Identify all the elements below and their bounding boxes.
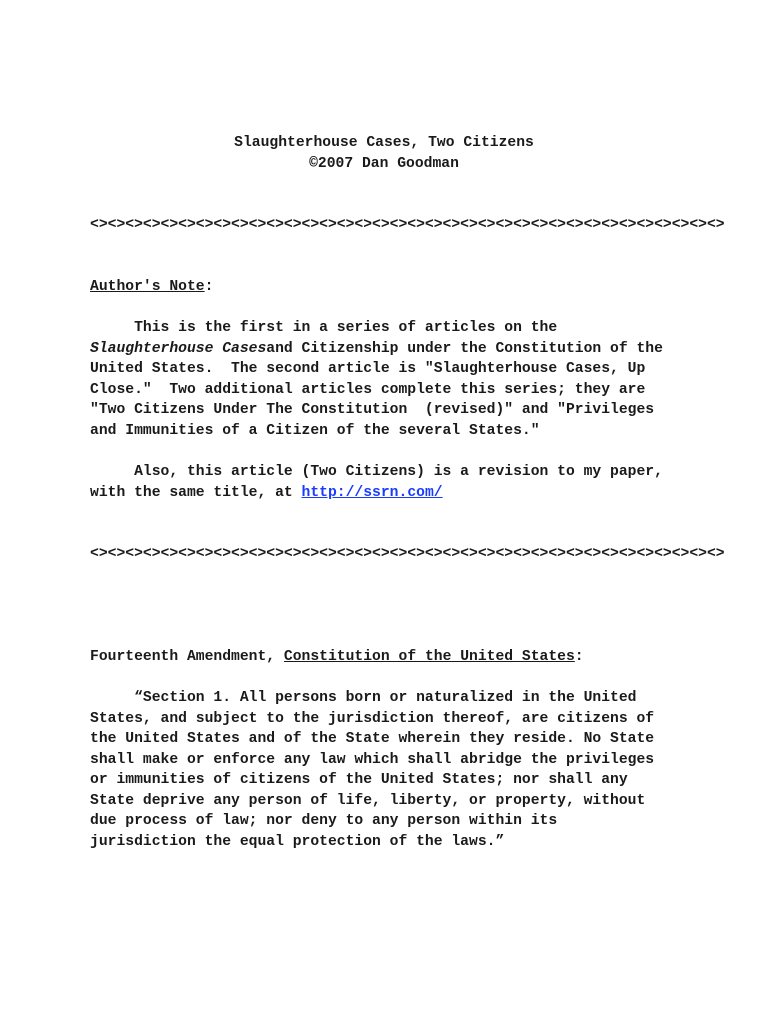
amendment-text-line: due process of law; nor deny to any person within its: [90, 813, 558, 829]
authors-note-label: Author's Note: [90, 279, 205, 295]
paragraph-line: Close." Two additional articles complete this series; they are: [90, 382, 646, 398]
document-title: Slaughterhouse Cases, Two Citizens: [234, 135, 534, 151]
amendment-heading: [90, 647, 584, 668]
heading-colon: :: [574, 649, 584, 665]
paragraph-line: Also, this article (Two Citizens) is a revision to my paper,: [90, 464, 663, 480]
amendment-text-line: jurisdiction the equal protection of the laws.”: [90, 834, 505, 850]
amendment-text-line: or immunities of citizens of the United States; nor shall any: [90, 772, 628, 788]
amendment-text-line: the United States and of the State wherein they reside. No State: [90, 731, 655, 747]
paragraph-line: United States. The second article is "Slaughterhouse Cases, Up: [90, 361, 646, 377]
amendment-text-line: “Section 1. All persons born or naturalized in the United: [90, 690, 637, 706]
ssrn-link[interactable]: http://ssrn.com/: [301, 485, 443, 501]
paragraph-line: and Immunities of a Citizen of the several States.": [90, 423, 540, 439]
amendment-text-line: shall make or enforce any law which shall abridge the privileges: [90, 752, 655, 768]
paragraph-line: [90, 339, 663, 360]
amendment-text-line: State deprive any person of life, liberty, or property, without: [90, 793, 646, 809]
amendment-label: Fourteenth Amendment,: [90, 649, 284, 665]
ornamental-divider: <><><><><><><><><><><><><><><><><><><><><><><><><><><><><><><><><><><><>: [90, 546, 725, 562]
case-title-italic: Slaughterhouse Cases: [90, 341, 267, 357]
constitution-title: Constitution of the United States: [283, 649, 575, 665]
paragraph-text: with the same title, at: [90, 485, 302, 501]
copyright-line: ©2007 Dan Goodman: [309, 156, 459, 172]
paragraph-text: and Citizenship under the Constitution of the: [266, 341, 663, 357]
ornamental-divider: <><><><><><><><><><><><><><><><><><><><><><><><><><><><><><><><><><><><>: [90, 217, 725, 233]
paragraph-line: [90, 483, 443, 504]
paragraph-line: "Two Citizens Under The Constitution (revised)" and "Privileges: [90, 402, 655, 418]
paragraph-line: This is the first in a series of articles on the: [90, 320, 558, 336]
heading-colon: :: [204, 279, 214, 295]
authors-note-heading: [90, 277, 213, 298]
amendment-text-line: States, and subject to the jurisdiction thereof, are citizens of: [90, 711, 655, 727]
